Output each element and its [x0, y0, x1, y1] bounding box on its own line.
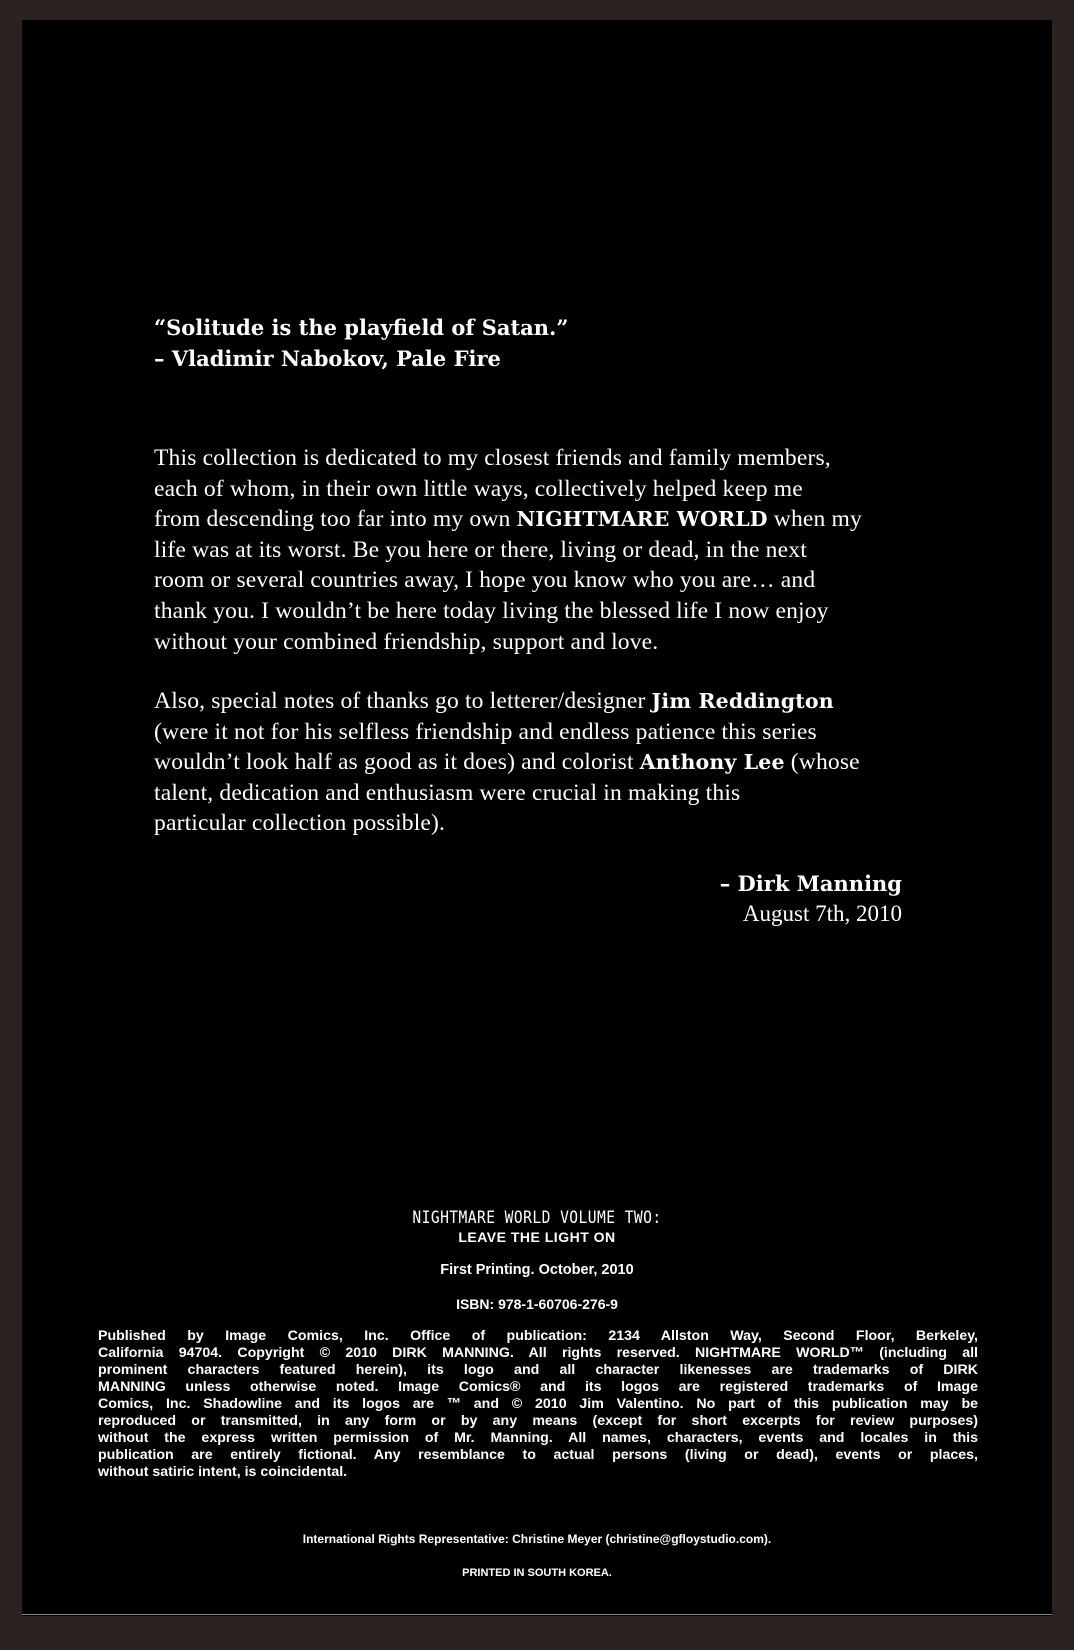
- isbn: ISBN: 978-1-60706-276-9: [456, 1296, 618, 1312]
- text-line: wouldn’t look half as good as it does) and colorist Anthony Lee (whose: [154, 749, 860, 776]
- dedication-paragraph-1: [154, 443, 944, 657]
- legal-line: reproduced or transmitted, in any form or by any means (except for short excerpts for review purposes): [98, 1413, 978, 1429]
- printing-info: First Printing. October, 2010: [440, 1262, 634, 1278]
- legal-line: without satiric intent, is coincidental.: [98, 1464, 348, 1480]
- signoff-date: August 7th, 2010: [742, 901, 902, 926]
- legal-line: publication are entirely fictional. Any resemblance to actual persons (living or dead), events or places,: [98, 1447, 978, 1463]
- epigraph-quote: “Solitude is the playfield of Satan.”: [154, 315, 569, 340]
- book-page: [22, 20, 1052, 1616]
- legal-line: Comics, Inc. Shadowline and its logos are ™ and © 2010 Jim Valentino. No part of this publication may be: [98, 1396, 978, 1412]
- colorist-name: Anthony Lee: [639, 750, 785, 775]
- text-line: from descending too far into my own NIGHTMARE WORLD when my: [154, 506, 862, 533]
- text-line: room or several countries away, I hope you know who you are… and: [154, 567, 816, 594]
- text-line: talent, dedication and enthusiasm were crucial in making this: [154, 779, 741, 806]
- rights-representative: International Rights Representative: Christine Meyer (christine@gfloystudio.com).: [302, 1532, 772, 1546]
- dedication-paragraph-2: [154, 686, 944, 839]
- colophon-title: NIGHTMARE WORLD VOLUME TWO:: [412, 1208, 662, 1228]
- legal-line: Published by Image Comics, Inc. Office of publication: 2134 Allston Way, Second Floor, Berkeley,: [98, 1328, 978, 1344]
- text-line: particular collection possible).: [154, 810, 446, 837]
- legal-line: California 94704. Copyright © 2010 DIRK MANNING. All rights reserved. NIGHTMARE WORLD™ (including all: [98, 1345, 978, 1361]
- text-line: This collection is dedicated to my closest friends and family members,: [154, 445, 831, 471]
- legal-line: MANNING unless otherwise noted. Image Comics® and its logos are registered trademarks of Image: [98, 1379, 978, 1395]
- letterer-name: Jim Reddington: [651, 689, 834, 713]
- legal-notice: [98, 1328, 978, 1481]
- legal-line: prominent characters featured herein), its logo and all character likenesses are trademarks of DIRK: [98, 1362, 978, 1378]
- book-title-emphasis: NIGHTMARE WORLD: [516, 507, 768, 532]
- colophon-subtitle: LEAVE THE LIGHT ON: [458, 1229, 616, 1245]
- signoff: [720, 868, 902, 928]
- text-line: thank you. I wouldn’t be here today living the blessed life I now enjoy: [154, 597, 829, 624]
- epigraph: [154, 312, 934, 374]
- author-signature: – Dirk Manning: [719, 871, 902, 896]
- epigraph-attribution: – Vladimir Nabokov, Pale Fire: [154, 346, 501, 371]
- bottom-rule: [22, 1614, 1052, 1615]
- text-line: (were it not for his selfless friendship and endless patience this series: [154, 718, 817, 745]
- text-line: without your combined friendship, support and love.: [154, 628, 659, 655]
- text-line: life was at its worst. Be you here or there, living or dead, in the next: [154, 536, 807, 563]
- legal-line: without the express written permission of Mr. Manning. All names, characters, events and locales in this: [98, 1430, 978, 1446]
- printed-in: PRINTED IN SOUTH KOREA.: [462, 1567, 612, 1579]
- text-line: Also, special notes of thanks go to letterer/designer Jim Reddington: [154, 688, 834, 714]
- text-line: each of whom, in their own little ways, collectively helped keep me: [154, 475, 803, 502]
